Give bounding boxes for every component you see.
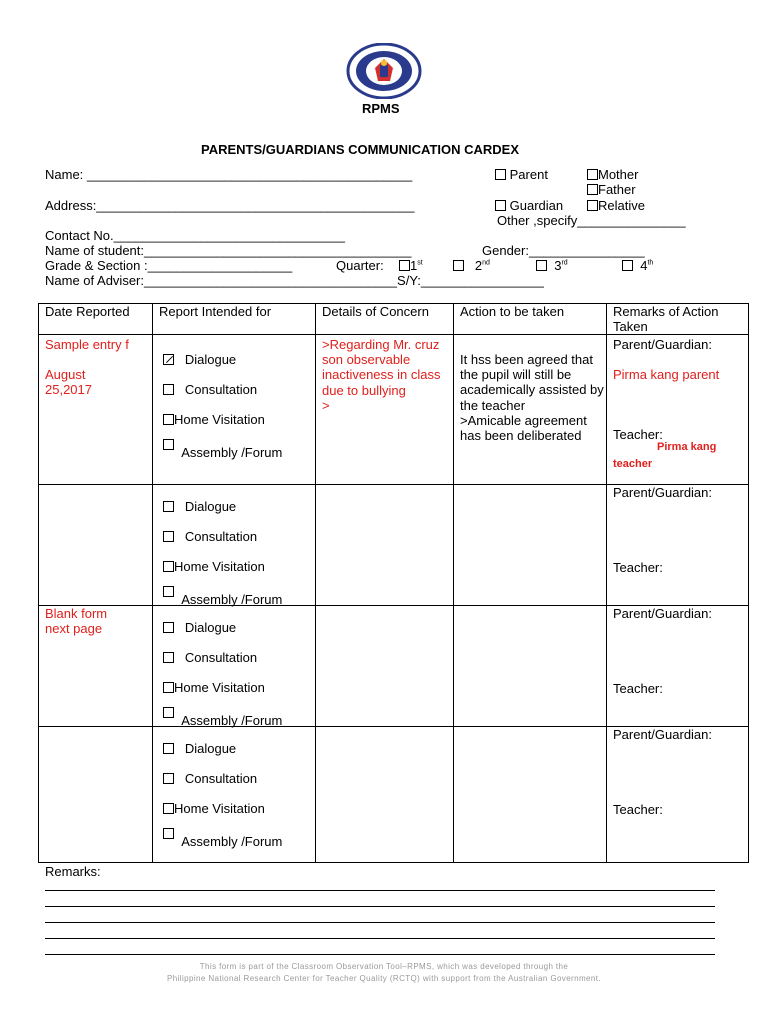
header-date-reported: Date Reported (39, 304, 153, 335)
student-name-field[interactable]: Name of student:_____________________________________ (45, 243, 412, 258)
deped-seal-logo (346, 43, 422, 99)
guardian-label: Guardian (509, 198, 564, 213)
home-visitation-checkbox[interactable] (163, 803, 174, 814)
relative-label: Relative (598, 198, 645, 213)
row4-teacher-label: Teacher: (613, 802, 663, 817)
header-details-concern: Details of Concern (316, 304, 454, 335)
row3-teacher-label: Teacher: (613, 681, 663, 696)
parent-label: Parent (509, 167, 548, 182)
header-remarks-action: Remarks of Action Taken (607, 304, 749, 335)
row3-dialogue-option[interactable]: Dialogue (163, 620, 236, 635)
quarter-label: Quarter: (336, 258, 384, 273)
quarter-2-option[interactable]: 2nd (453, 258, 490, 273)
row2-dialogue-option[interactable]: Dialogue (163, 499, 236, 514)
quarter-4-option[interactable]: 4th (622, 258, 653, 273)
row3-parent-guardian-label: Parent/Guardian: (613, 606, 713, 621)
row1-date[interactable]: August 25,2017 (45, 367, 92, 397)
agency-label: RPMS (362, 101, 400, 116)
row1-teacher-signature[interactable]: Pirma kang teacher (613, 441, 717, 470)
home-visitation-checkbox[interactable] (163, 414, 174, 425)
communication-table (38, 303, 749, 863)
row3-assembly-option[interactable]: Assembly /Forum (163, 707, 282, 725)
row3-date-note: Blank form next page (45, 606, 108, 636)
row4-assembly-option[interactable]: Assembly /Forum (163, 828, 282, 846)
header-action: Action to be taken (454, 304, 607, 335)
quarter-1-checkbox[interactable] (399, 260, 410, 271)
quarter-3-checkbox[interactable] (536, 260, 547, 271)
row2-consultation-option[interactable]: Consultation (163, 529, 257, 544)
row3-home-visitation-option[interactable]: Home Visitation (163, 680, 265, 695)
dialogue-checkbox[interactable] (163, 622, 174, 633)
remarks-label: Remarks: (45, 864, 101, 879)
row1-dialogue-option[interactable]: Dialogue (163, 352, 236, 367)
remarks-line[interactable] (45, 890, 715, 891)
form-title: PARENTS/GUARDIANS COMMUNICATION CARDEX (201, 142, 520, 157)
parent-option[interactable] (495, 167, 548, 182)
adviser-field[interactable]: Name of Adviser:___________________________________S/Y:_________________ (45, 273, 544, 288)
quarter-3-option[interactable]: 3rd (536, 258, 568, 273)
table-row (39, 606, 749, 727)
row2-parent-guardian-label: Parent/Guardian: (613, 485, 713, 500)
contact-field[interactable]: Contact No.________________________________ (45, 228, 346, 243)
assembly-checkbox[interactable] (163, 828, 174, 839)
row1-parent-guardian-label: Parent/Guardian: (613, 337, 713, 352)
home-visitation-checkbox[interactable] (163, 561, 174, 572)
father-option[interactable] (587, 182, 636, 197)
quarter-4-checkbox[interactable] (622, 260, 633, 271)
guardian-option[interactable] (495, 198, 563, 213)
row2-home-visitation-option[interactable]: Home Visitation (163, 559, 265, 574)
footer-note-line1: This form is part of the Classroom Observation Tool–RPMS, which was developed through the (199, 962, 569, 971)
row1-consultation-option[interactable]: Consultation (163, 382, 257, 397)
mother-label: Mother (598, 167, 639, 182)
consultation-checkbox[interactable] (163, 531, 174, 542)
row2-teacher-label: Teacher: (613, 560, 663, 575)
other-specify-field[interactable]: Other ,specify_______________ (497, 213, 686, 228)
row1-date-note: Sample entry f (45, 337, 129, 352)
gender-field[interactable]: Gender:________________ (482, 243, 645, 258)
row1-concern-text[interactable]: >Regarding Mr. cruz son observable inactiveness in class due to bullying > (322, 337, 441, 413)
remarks-line[interactable] (45, 954, 715, 955)
father-label: Father (598, 182, 636, 197)
mother-option[interactable] (587, 167, 638, 182)
table-row (39, 727, 749, 863)
header-report-intended: Report Intended for (153, 304, 316, 335)
remarks-line[interactable] (45, 938, 715, 939)
row4-consultation-option[interactable]: Consultation (163, 771, 257, 786)
relative-option[interactable] (587, 198, 645, 213)
row3-consultation-option[interactable]: Consultation (163, 650, 257, 665)
assembly-checkbox[interactable] (163, 439, 174, 450)
grade-section-field[interactable]: Grade & Section :____________________ (45, 258, 293, 273)
footer-note-line2: Philippine National Research Center for Teacher Quality (RCTQ) with support from the Australian Government. (167, 974, 601, 983)
consultation-checkbox[interactable] (163, 773, 174, 784)
row1-assembly-option[interactable]: Assembly /Forum (163, 439, 282, 457)
home-visitation-checkbox[interactable] (163, 682, 174, 693)
consultation-checkbox[interactable] (163, 652, 174, 663)
table-row (39, 335, 749, 485)
row4-dialogue-option[interactable]: Dialogue (163, 741, 236, 756)
guardian-checkbox[interactable] (495, 200, 506, 211)
father-checkbox[interactable] (587, 184, 598, 195)
parent-checkbox[interactable] (495, 169, 506, 180)
row1-parent-signature[interactable]: Pirma kang parent (613, 367, 720, 382)
remarks-line[interactable] (45, 906, 715, 907)
remarks-line[interactable] (45, 922, 715, 923)
relative-checkbox[interactable] (587, 200, 598, 211)
dialogue-checkbox[interactable] (163, 743, 174, 754)
name-field[interactable]: Name: _____________________________________________ (45, 167, 413, 182)
assembly-checkbox[interactable] (163, 707, 174, 718)
row1-home-visitation-option[interactable]: Home Visitation (163, 412, 265, 427)
mother-checkbox[interactable] (587, 169, 598, 180)
dialogue-checkbox[interactable] (163, 354, 174, 365)
row2-assembly-option[interactable]: Assembly /Forum (163, 586, 282, 604)
quarter-1-option[interactable]: 1st (399, 258, 423, 273)
address-field[interactable]: Address:____________________________________________ (45, 198, 415, 213)
table-header-row (39, 304, 749, 335)
row1-action-text[interactable]: It hss been agreed that the pupil will still be academically assisted by the teacher >Amicable agreement has been deliberated (460, 352, 604, 444)
assembly-checkbox[interactable] (163, 586, 174, 597)
quarter-2-checkbox[interactable] (453, 260, 464, 271)
table-row (39, 485, 749, 606)
dialogue-checkbox[interactable] (163, 501, 174, 512)
row1-teacher-label: Teacher: (613, 427, 663, 442)
consultation-checkbox[interactable] (163, 384, 174, 395)
row4-parent-guardian-label: Parent/Guardian: (613, 727, 713, 742)
row4-home-visitation-option[interactable]: Home Visitation (163, 801, 265, 816)
